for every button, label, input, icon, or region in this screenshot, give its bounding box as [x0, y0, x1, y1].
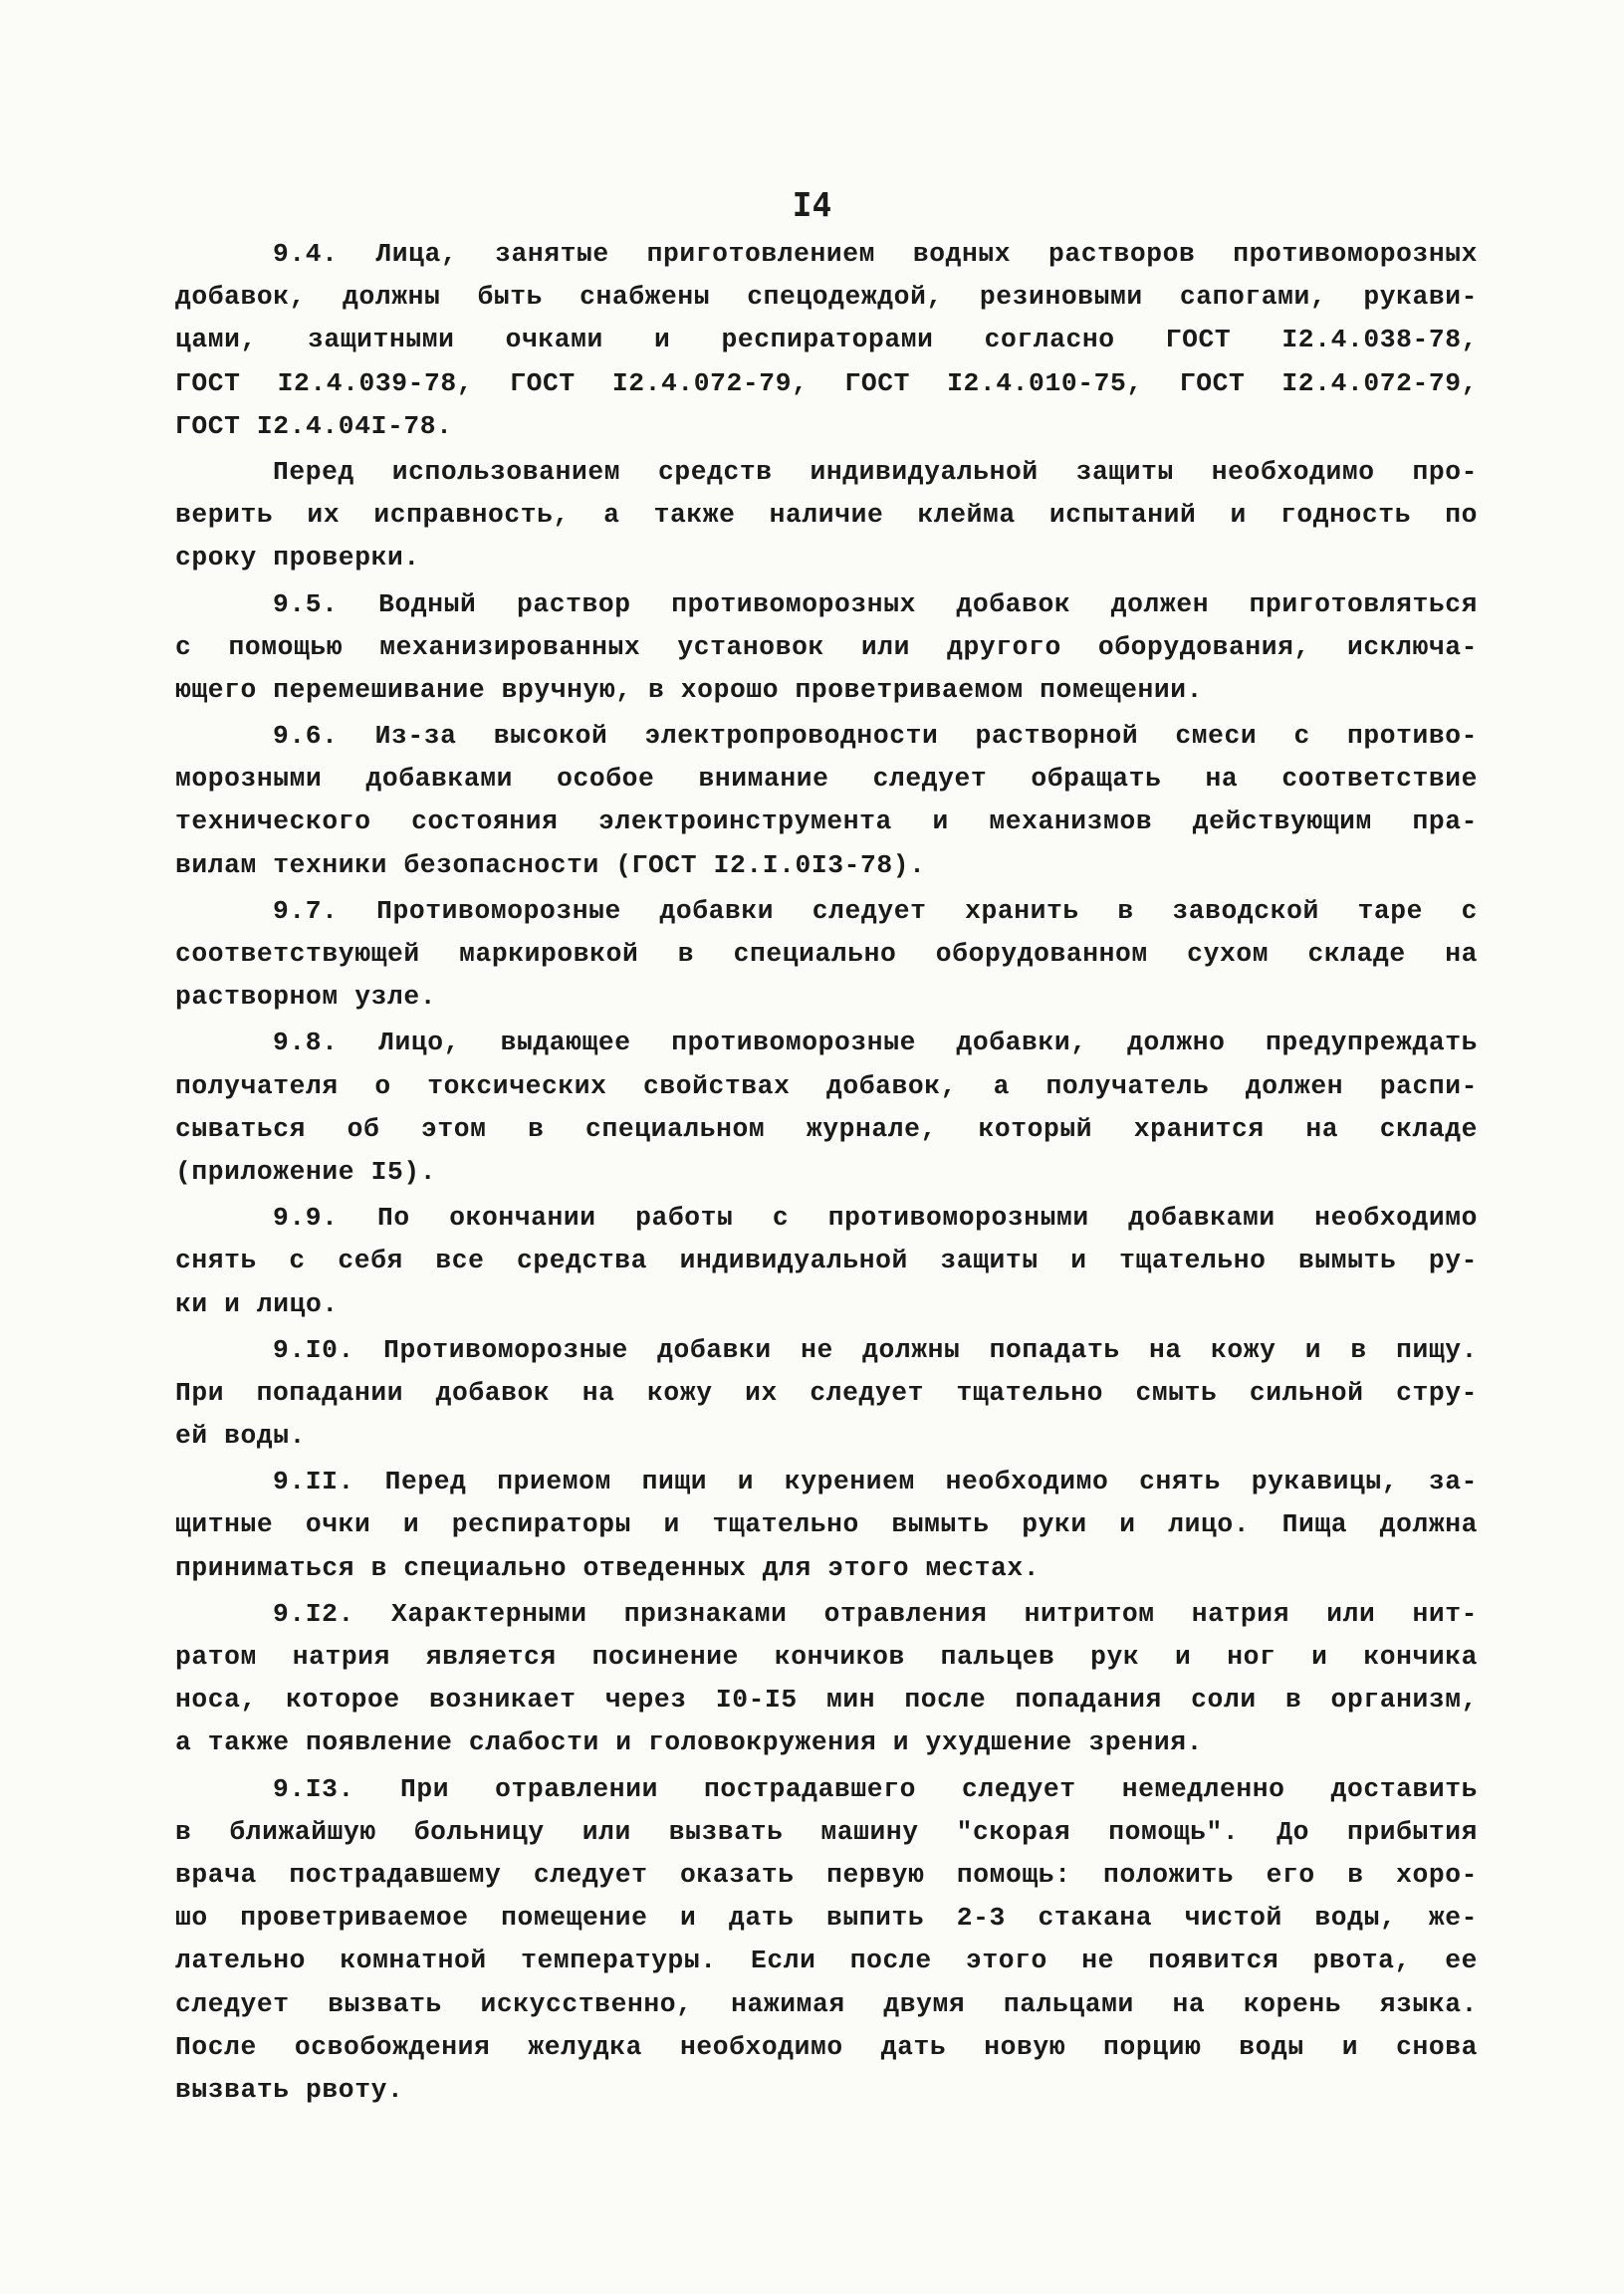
- paragraph-9-5: [175, 583, 1478, 713]
- paragraph-9-11: [175, 1461, 1478, 1590]
- text-line: следует вызвать искусственно, нажимая двумя пальцами на корень языка.: [175, 1988, 1478, 2019]
- text-line: вилам техники безопасности (ГОСТ I2.I.0I3-78).: [175, 849, 926, 880]
- text-line: 9.6. Из-за высокой электропроводности растворной смеси с противо-: [273, 721, 1478, 752]
- text-line: (приложение I5).: [175, 1156, 437, 1187]
- text-line: лательно комнатной температуры. Если после этого не появится рвота, ее: [175, 1946, 1478, 1976]
- text-line: ей воды.: [175, 1421, 307, 1452]
- text-line: 9.4. Лица, занятые приготовлением водных растворов противоморозных: [273, 239, 1478, 269]
- text-line: щитные очки и респираторы и тщательно вымыть руки и лицо. Пища должна: [175, 1509, 1478, 1540]
- text-line: добавок, должны быть снабжены спецодеждой, резиновыми сапогами, рукави-: [175, 282, 1478, 313]
- text-line: получателя о токсических свойствах добавок, а получатель должен распи-: [175, 1070, 1478, 1101]
- page-number: I4: [792, 185, 832, 224]
- text-line: сроку проверки.: [175, 543, 420, 574]
- text-line: ки и лицо.: [175, 1288, 339, 1319]
- text-line: Перед использованием средств индивидуальной защиты необходимо про-: [273, 456, 1478, 487]
- text-line: 9.7. Противоморозные добавки следует хранить в заводской таре с: [273, 895, 1478, 926]
- paragraph-9-10: [175, 1329, 1478, 1459]
- text-line: соответствующей маркировкой в специально оборудованном сухом складе на: [175, 939, 1478, 969]
- text-line: а также появление слабости и головокружения и ухудшение зрения.: [175, 1727, 1203, 1758]
- text-line: 9.9. По окончании работы с противоморозными добавками необходимо: [273, 1203, 1478, 1234]
- text-line: При попадании добавок на кожу их следует тщательно смыть сильной стру-: [175, 1377, 1478, 1408]
- paragraph-9-9: [175, 1197, 1478, 1326]
- text-line: ГОСТ I2.4.039-78, ГОСТ I2.4.072-79, ГОСТ I2.4.010-75, ГОСТ I2.4.072-79,: [175, 367, 1478, 398]
- text-line: носа, которое возникает через I0-I5 мин после попадания соли в организм,: [175, 1685, 1478, 1716]
- text-line: 9.I0. Противоморозные добавки не должны попадать на кожу и в пищу.: [273, 1334, 1478, 1365]
- text-line: ГОСТ I2.4.04I-78.: [175, 410, 453, 441]
- text-line: шо проветриваемое помещение и дать выпить 2-3 стакана чистой воды, же-: [175, 1903, 1478, 1934]
- text-line: верить их исправность, а также наличие клейма испытаний и годность по: [175, 500, 1478, 531]
- paragraph-9-4-a: [175, 233, 1478, 448]
- text-line: морозными добавками особое внимание следует обращать на соответствие: [175, 764, 1478, 795]
- text-line: ратом натрия является посинение кончиков пальцев рук и ног и кончика: [175, 1642, 1478, 1672]
- text-line: цами, защитными очками и респираторами согласно ГОСТ I2.4.038-78,: [175, 325, 1478, 355]
- text-line: ющего перемешивание вручную, в хорошо проветриваемом помещении.: [175, 674, 1203, 705]
- text-line: 9.I3. При отравлении пострадавшего следует немедленно доставить: [273, 1773, 1478, 1804]
- paragraph-9-4-b: [175, 451, 1478, 580]
- text-line: в ближайшую больницу или вызвать машину "скорая помощь". До прибытия: [175, 1816, 1478, 1847]
- text-line: технического состояния электроинструмента и механизмов действующим пра-: [175, 806, 1478, 837]
- text-line: приниматься в специально отведенных для этого местах.: [175, 1552, 1041, 1583]
- document-body: [175, 233, 1478, 2115]
- text-line: растворном узле.: [175, 982, 437, 1013]
- text-line: снять с себя все средства индивидуальной защиты и тщательно вымыть ру-: [175, 1246, 1478, 1276]
- text-line: 9.I2. Характерными признаками отравления нитритом натрия или нит-: [273, 1598, 1478, 1629]
- paragraph-9-6: [175, 715, 1478, 887]
- text-line: 9.II. Перед приемом пищи и курением необходимо снять рукавицы, за-: [273, 1467, 1478, 1497]
- paragraph-9-7: [175, 890, 1478, 1020]
- paragraph-9-8: [175, 1022, 1478, 1194]
- text-line: врача пострадавшему следует оказать первую помощь: положить его в хоро-: [175, 1859, 1478, 1890]
- text-line: с помощью механизированных установок или другого оборудования, исключа-: [175, 631, 1478, 662]
- paragraph-9-12: [175, 1593, 1478, 1765]
- text-line: вызвать рвоту.: [175, 2074, 404, 2105]
- text-line: 9.8. Лицо, выдающее противоморозные добавки, должно предупреждать: [273, 1028, 1478, 1058]
- paragraph-9-13: [175, 1768, 1478, 2113]
- text-line: 9.5. Водный раствор противоморозных добавок должен приготовляться: [273, 588, 1478, 619]
- text-line: сываться об этом в специальном журнале, который хранится на складе: [175, 1113, 1478, 1144]
- text-line: После освобождения желудка необходимо дать новую порцию воды и снова: [175, 2031, 1478, 2062]
